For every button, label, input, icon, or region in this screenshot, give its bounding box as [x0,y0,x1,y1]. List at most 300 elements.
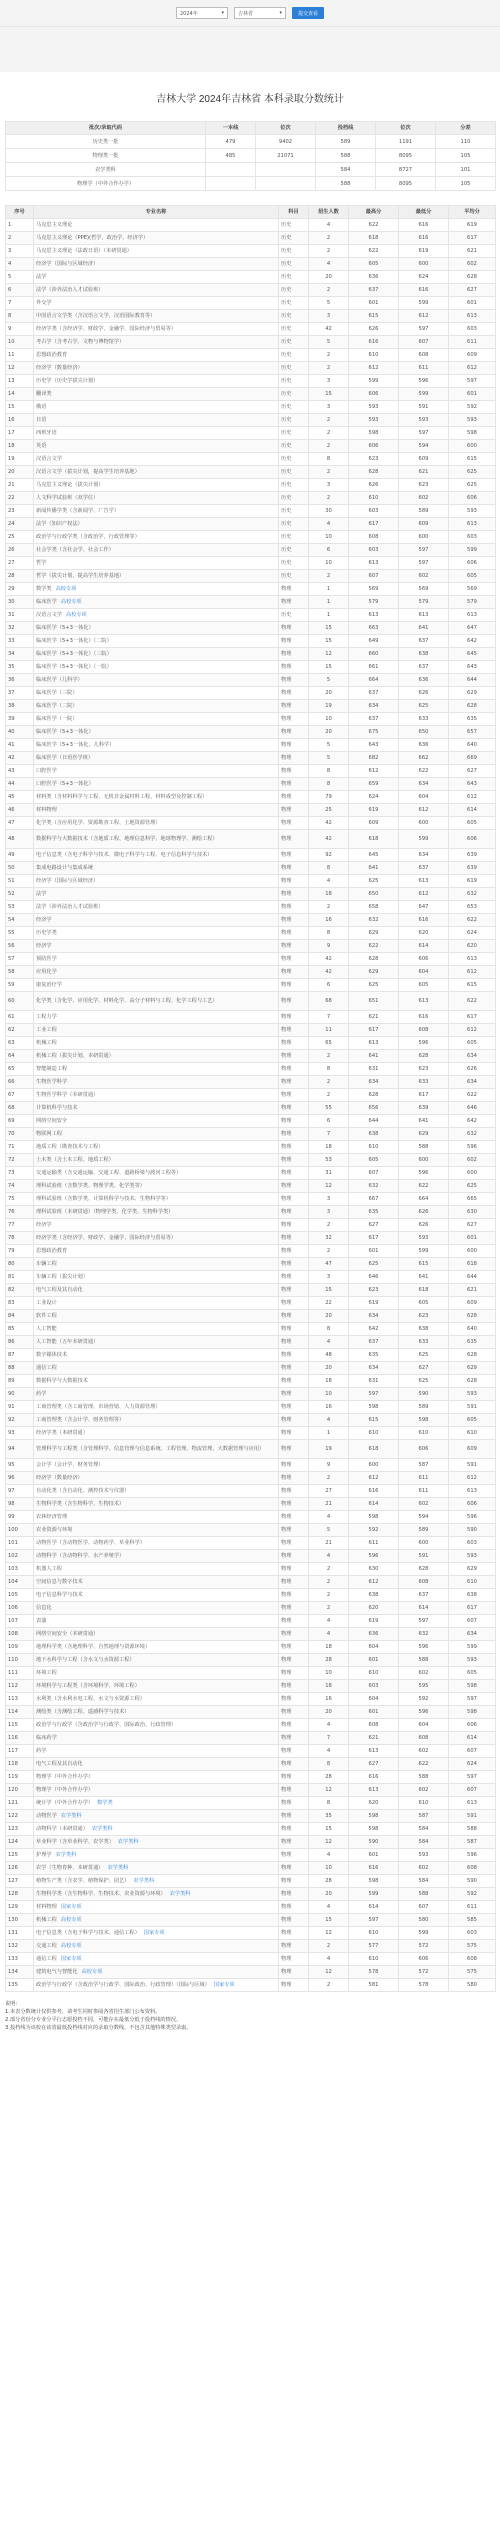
max-score-cell: 623 [349,1284,399,1297]
subject-cell: 物理 [279,1784,309,1797]
table-row [6,1024,496,1037]
row-index: 71 [6,1141,34,1154]
special-plan-link[interactable]: 高校专项 [65,612,87,618]
min-score-cell: 587 [399,1810,449,1823]
special-plan-link[interactable]: 国家专项 [143,1930,165,1936]
avg-score-cell: 597 [449,1693,496,1706]
max-score-cell: 606 [349,440,399,453]
enrollment-cell: 79 [309,791,349,804]
scores-header-cell: 科目 [279,206,309,219]
min-score-cell: 590 [399,1388,449,1401]
avg-score-cell: 591 [449,1401,496,1414]
subject-cell: 物理 [279,1089,309,1102]
max-score-cell: 638 [349,1128,399,1141]
major-name-cell [34,1836,279,1849]
table-row [6,1849,496,1862]
avg-score-cell: 603 [449,1537,496,1550]
max-score-cell: 592 [349,1524,399,1537]
enrollment-cell: 3 [309,1193,349,1206]
max-score-cell: 607 [349,1167,399,1180]
enrollment-cell: 68 [309,992,349,1011]
row-index: 32 [6,622,34,635]
max-score-cell: 598 [349,1823,399,1836]
major-name-cell [34,492,279,505]
min-score-cell: 639 [399,1102,449,1115]
row-index: 130 [6,1914,34,1927]
row-index: 52 [6,888,34,901]
min-score-cell: 599 [399,830,449,849]
min-score-cell: 599 [399,1245,449,1258]
avg-score-cell: 599 [449,1641,496,1654]
row-index: 76 [6,1206,34,1219]
table-row [6,1167,496,1180]
row-index: 124 [6,1836,34,1849]
major-name-cell [34,479,279,492]
row-index: 83 [6,1297,34,1310]
table-row [6,1576,496,1589]
note-line: 1.本表分数统计仅供参考，请考生同时参阅各省招生部门公布资料。 [5,2009,161,2015]
major-name: 法学（涉外法治人才试验班） [36,904,104,910]
major-name-cell [34,284,279,297]
row-index: 86 [6,1336,34,1349]
max-score-cell: 581 [349,1979,399,1992]
enrollment-cell: 2 [309,1979,349,1992]
enrollment-cell: 8 [309,1797,349,1810]
avg-score-cell: 643 [449,778,496,791]
major-name: 理科试验班（含数学类、计算机科学与技术、生物科学等） [36,1196,171,1202]
scores-header-cell: 招生人数 [309,206,349,219]
avg-score-cell: 590 [449,1875,496,1888]
major-name-cell [34,700,279,713]
major-name: 车辆工程（拔尖计划） [36,1274,88,1280]
row-index: 110 [6,1654,34,1667]
major-name: 电子信息类（含电子科学与技术、通信工程） [36,1930,140,1936]
major-name-cell [34,1823,279,1836]
subject-cell: 物理 [279,1875,309,1888]
subject-cell: 物理 [279,635,309,648]
avg-score-cell: 642 [449,1115,496,1128]
row-index: 129 [6,1901,34,1914]
row-index: 102 [6,1550,34,1563]
summary-cell: 110 [436,135,496,149]
enrollment-cell: 16 [309,914,349,927]
max-score-cell: 628 [349,953,399,966]
special-plan-link[interactable]: 国家专项 [213,1982,235,1988]
enrollment-cell: 8 [309,1323,349,1336]
max-score-cell: 635 [349,1206,399,1219]
major-name-cell [34,648,279,661]
max-score-cell: 649 [349,635,399,648]
major-name: 社会学类（含社会学、社会工作） [36,547,114,553]
table-row [6,992,496,1011]
major-name-cell [34,804,279,817]
avg-score-cell: 597 [449,1771,496,1784]
table-row [6,1602,496,1615]
row-index: 94 [6,1440,34,1459]
subject-cell: 物理 [279,1953,309,1966]
enrollment-cell: 10 [309,1388,349,1401]
subject-cell: 物理 [279,1336,309,1349]
table-row [6,1219,496,1232]
avg-score-cell: 609 [449,349,496,362]
max-score-cell: 661 [349,661,399,674]
subject-cell: 物理 [279,1615,309,1628]
major-name: 数据科学与大数据技术 [36,1378,88,1384]
scores-header-cell: 平均分 [449,206,496,219]
row-index: 30 [6,596,34,609]
enrollment-cell: 20 [309,687,349,700]
year-select[interactable] [176,7,228,19]
major-name-cell [34,830,279,849]
major-name: 经济学（国际与区域经济） [36,878,99,884]
major-name-cell [34,1927,279,1940]
row-index: 96 [6,1472,34,1485]
min-score-cell: 600 [399,1154,449,1167]
major-name: 哲学（拔尖计划，提高学生培养基地） [36,573,125,579]
special-plan-link[interactable]: 高校专项 [60,1917,82,1923]
enrollment-cell: 6 [309,979,349,992]
enrollment-cell: 21 [309,1537,349,1550]
row-index: 45 [6,791,34,804]
enrollment-cell: 2 [309,1576,349,1589]
min-score-cell: 597 [399,427,449,440]
table-row [6,726,496,739]
subject-cell: 物理 [279,674,309,687]
subject-cell: 物理 [279,1810,309,1823]
major-name: 西班牙语 [36,430,57,436]
table-row [6,1719,496,1732]
row-index: 37 [6,687,34,700]
row-index: 7 [6,297,34,310]
scores-header-row [6,206,496,219]
special-plan-link[interactable]: 农学类科 [169,1891,191,1897]
subject-cell: 物理 [279,1024,309,1037]
row-index: 105 [6,1589,34,1602]
min-score-cell: 613 [399,609,449,622]
avg-score-cell: 607 [449,1745,496,1758]
major-name-cell [34,862,279,875]
table-row [6,1472,496,1485]
avg-score-cell: 640 [449,1323,496,1336]
major-name-cell [34,1076,279,1089]
major-name-cell [34,1628,279,1641]
major-name-cell [34,531,279,544]
max-score-cell: 607 [349,570,399,583]
max-score-cell: 612 [349,362,399,375]
summary-cell: 物理学（中外合作办学） [6,177,206,191]
major-name-cell [34,713,279,726]
max-score-cell: 579 [349,596,399,609]
min-score-cell: 589 [399,1401,449,1414]
subject-cell: 物理 [279,875,309,888]
avg-score-cell: 593 [449,505,496,518]
major-name: 环境科学与工程类（含环境科学、环境工程） [36,1683,140,1689]
avg-score-cell: 605 [449,1667,496,1680]
avg-score-cell: 612 [449,1472,496,1485]
avg-score-cell: 628 [449,1349,496,1362]
avg-score-cell: 627 [449,765,496,778]
summary-cell: 历史类一批 [6,135,206,149]
summary-cell: 479 [206,135,256,149]
row-index: 8 [6,310,34,323]
major-name: 政治学与行政学类（含政治学、行政管理等） [36,534,140,540]
major-name: 机械工程（拔尖计划、本研贯通） [36,1053,114,1059]
enrollment-cell: 32 [309,1232,349,1245]
max-score-cell: 610 [349,349,399,362]
major-name-cell [34,901,279,914]
enrollment-cell: 42 [309,830,349,849]
avg-score-cell: 605 [449,1037,496,1050]
table-row [6,979,496,992]
min-score-cell: 633 [399,713,449,726]
max-score-cell: 603 [349,544,399,557]
min-score-cell: 584 [399,1836,449,1849]
min-score-cell: 588 [399,1771,449,1784]
avg-score-cell: 622 [449,992,496,1011]
major-name-cell [34,1940,279,1953]
major-name: 临床医学（一院） [36,716,78,722]
enrollment-cell: 10 [309,557,349,570]
max-score-cell: 651 [349,992,399,1011]
province-select[interactable] [234,7,286,19]
avg-score-cell: 622 [449,914,496,927]
enrollment-cell: 12 [309,1836,349,1849]
avg-score-cell: 593 [449,414,496,427]
major-name-cell [34,1011,279,1024]
max-score-cell: 598 [349,1511,399,1524]
row-index: 75 [6,1193,34,1206]
major-name-cell [34,219,279,232]
subject-cell: 物理 [279,1511,309,1524]
avg-score-cell: 614 [449,804,496,817]
enrollment-cell: 4 [309,1414,349,1427]
major-name-cell [34,1219,279,1232]
summary-cell [256,163,316,177]
min-score-cell: 593 [399,414,449,427]
table-row [6,1589,496,1602]
major-name-cell [34,1206,279,1219]
subject-cell: 物理 [279,862,309,875]
major-name-cell [34,1232,279,1245]
max-score-cell: 656 [349,1102,399,1115]
major-name: 材料物理 [36,1904,57,1910]
enrollment-cell: 4 [309,1901,349,1914]
major-name-cell [34,1758,279,1771]
enrollment-cell: 2 [309,1472,349,1485]
table-row [6,1388,496,1401]
avg-score-cell: 597 [449,375,496,388]
avg-score-cell: 608 [449,1862,496,1875]
min-score-cell: 593 [399,1849,449,1862]
max-score-cell: 597 [349,1914,399,1927]
enrollment-cell: 2 [309,1076,349,1089]
avg-score-cell: 640 [449,739,496,752]
min-score-cell: 600 [399,531,449,544]
min-score-cell: 580 [399,1914,449,1927]
major-name-cell [34,1914,279,1927]
special-plan-link[interactable]: 农学类科 [60,1813,82,1819]
major-name: 临床药学 [36,1735,57,1741]
table-row [6,830,496,849]
avg-score-cell: 610 [449,1427,496,1440]
special-plan-link[interactable]: 国家专项 [60,1904,82,1910]
subject-cell: 物理 [279,1836,309,1849]
major-name: 预防医学 [36,956,57,962]
enrollment-cell: 12 [309,1180,349,1193]
special-plan-link[interactable]: 高校专项 [81,1969,103,1975]
special-plan-link[interactable]: 农学类科 [107,1865,129,1871]
special-plan-link[interactable]: 农学类科 [91,1826,113,1832]
enrollment-cell: 31 [309,1167,349,1180]
subject-cell: 历史 [279,297,309,310]
major-name: 考古学（含考古学、文物与博物馆学） [36,339,125,345]
row-index: 89 [6,1375,34,1388]
subject-cell: 历史 [279,258,309,271]
max-score-cell: 619 [349,804,399,817]
max-score-cell: 612 [349,1576,399,1589]
avg-score-cell: 593 [449,1388,496,1401]
row-index: 84 [6,1310,34,1323]
min-score-cell: 588 [399,1654,449,1667]
major-name: 网络空间安全 [36,1118,68,1124]
major-name: 思想政治教育 [36,1248,68,1254]
enrollment-cell: 4 [309,1336,349,1349]
enrollment-cell: 5 [309,1524,349,1537]
table-row [6,414,496,427]
major-name-cell [34,940,279,953]
min-score-cell: 587 [399,1459,449,1472]
major-name: 口腔医学（5+3一体化） [36,781,94,787]
special-plan-link[interactable]: 农学类科 [55,1852,77,1858]
summary-cell: 8095 [376,177,436,191]
avg-score-cell: 669 [449,752,496,765]
min-score-cell: 588 [399,1888,449,1901]
min-score-cell: 615 [399,1258,449,1271]
enrollment-cell: 9 [309,1459,349,1472]
subject-cell: 物理 [279,1667,309,1680]
max-score-cell: 629 [349,966,399,979]
max-score-cell: 620 [349,1602,399,1615]
summary-cell: 105 [436,177,496,191]
special-plan-link[interactable]: 高校专项 [60,599,82,605]
table-row [6,453,496,466]
special-plan-link[interactable]: 高校专项 [55,586,77,592]
special-plan-link[interactable]: 农学类科 [133,1878,155,1884]
major-name-cell [34,1498,279,1511]
row-index: 80 [6,1258,34,1271]
row-index: 108 [6,1628,34,1641]
subject-cell: 物理 [279,1206,309,1219]
enrollment-cell: 27 [309,1485,349,1498]
max-score-cell: 622 [349,245,399,258]
table-row [6,1206,496,1219]
min-score-cell: 613 [399,992,449,1011]
min-score-cell: 588 [399,1141,449,1154]
max-score-cell: 617 [349,1232,399,1245]
major-name-cell [34,1115,279,1128]
major-name: 集成电路设计与集成系统 [36,865,94,871]
major-name: 中国语言文学类（含汉语言文学、汉语国际教育等） [36,313,156,319]
min-score-cell: 641 [399,1115,449,1128]
avg-score-cell: 624 [449,927,496,940]
max-score-cell: 624 [349,791,399,804]
max-score-cell: 610 [349,1667,399,1680]
min-score-cell: 599 [399,297,449,310]
special-plan-link[interactable]: 农学类科 [117,1839,139,1845]
row-index: 27 [6,557,34,570]
min-score-cell: 623 [399,479,449,492]
table-row [6,1102,496,1115]
major-name-cell [34,1602,279,1615]
special-plan-link[interactable]: 高校专项 [60,1943,82,1949]
subject-cell: 历史 [279,492,309,505]
min-score-cell: 634 [399,778,449,791]
table-row [6,1076,496,1089]
major-name-cell [34,362,279,375]
max-score-cell: 650 [349,888,399,901]
special-plan-link[interactable]: 数学类 [97,1800,113,1806]
summary-header-cell: 位次 [376,122,436,135]
table-row [6,901,496,914]
table-row [6,258,496,271]
table-row [6,1771,496,1784]
special-plan-link[interactable]: 国家专项 [60,1956,82,1962]
major-name: 临床医学（5+3一体化） [36,625,94,631]
row-index: 34 [6,648,34,661]
major-name-cell [34,245,279,258]
row-index: 54 [6,914,34,927]
enrollment-cell: 15 [309,1823,349,1836]
major-name-cell [34,1550,279,1563]
max-score-cell: 615 [349,310,399,323]
major-name-cell [34,427,279,440]
min-score-cell: 614 [399,940,449,953]
major-name: 电子信息科学与技术 [36,1592,83,1598]
major-name: 草业科学（含草业科学、农学类） [36,1839,114,1845]
row-index: 81 [6,1271,34,1284]
min-score-cell: 637 [399,862,449,875]
major-name: 法学 [36,274,47,280]
major-name-cell [34,1362,279,1375]
major-name-cell [34,1641,279,1654]
scores-header-cell: 序号 [6,206,34,219]
max-score-cell: 613 [349,1784,399,1797]
max-score-cell: 632 [349,1180,399,1193]
avg-score-cell: 612 [449,791,496,804]
subject-cell: 物理 [279,687,309,700]
max-score-cell: 616 [349,1771,399,1784]
enrollment-cell: 1 [309,583,349,596]
max-score-cell: 601 [349,1654,399,1667]
table-row [6,479,496,492]
subject-cell: 历史 [279,284,309,297]
min-score-cell: 610 [399,1797,449,1810]
table-row [6,1615,496,1628]
row-index: 93 [6,1427,34,1440]
enrollment-cell: 11 [309,1024,349,1037]
min-score-cell: 600 [399,1537,449,1550]
table-row [6,284,496,297]
min-score-cell: 589 [399,1524,449,1537]
min-score-cell: 628 [399,1563,449,1576]
enrollment-cell: 18 [309,888,349,901]
submit-button[interactable]: 提交查看 [292,7,324,19]
avg-score-cell: 613 [449,310,496,323]
major-name: 经济学类（含经济学、财政学、金融学、国际经济与贸易等） [36,326,177,332]
min-score-cell: 636 [399,674,449,687]
enrollment-cell: 3 [309,479,349,492]
subject-cell: 物理 [279,901,309,914]
